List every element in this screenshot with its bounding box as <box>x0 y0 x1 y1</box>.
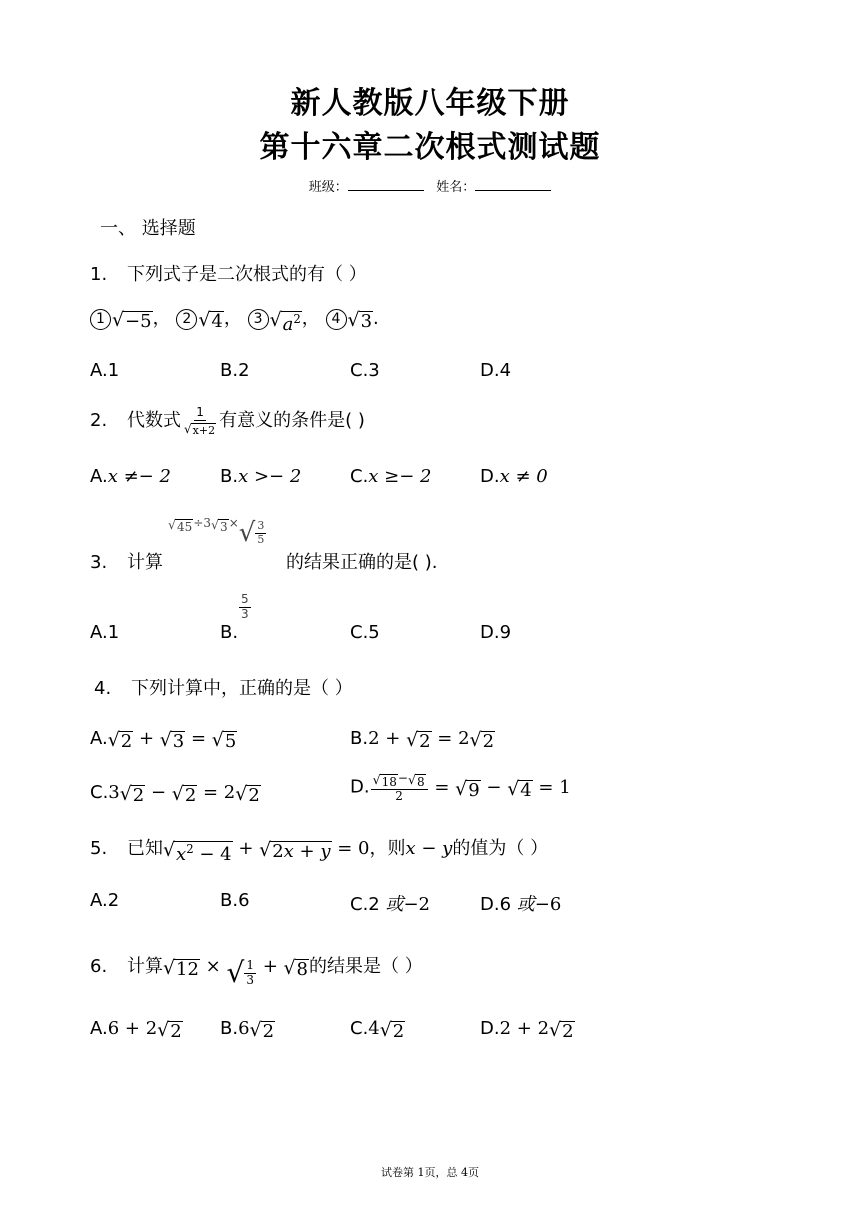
option-label: B. <box>220 622 239 643</box>
class-label: 班级： <box>308 180 348 195</box>
circle-number: 3 <box>248 309 269 330</box>
q6-option-b[interactable]: B.6 √ 2 <box>220 1018 275 1042</box>
q3-option-a[interactable]: A.1 <box>90 622 120 643</box>
option-label: B. <box>220 466 239 487</box>
circle-number: 4 <box>326 309 347 330</box>
question-text: 代数式 <box>127 410 181 432</box>
q3-option-d[interactable]: D.9 <box>480 622 512 643</box>
numerator: 5 <box>241 592 249 606</box>
q3-expression: √ 45 ÷3 √ 3 × √ $\frac{3}{5}$ <box>168 516 265 548</box>
q4-option-b[interactable]: B.2 + √ 2 = 2 √ 2 <box>350 728 495 752</box>
question-text-end: 的结果是（ ） <box>309 956 423 977</box>
name-label: 姓名： <box>436 180 476 195</box>
numerator: 1 <box>196 405 204 419</box>
question-text: 下列计算中，正确的是（ ） <box>131 678 353 699</box>
q5-option-c[interactable] <box>350 890 430 916</box>
name-blank[interactable] <box>475 178 551 191</box>
radicand: 3 <box>220 520 228 534</box>
option-expr: x ≥− 2 <box>368 466 432 487</box>
circle-number: 2 <box>176 309 197 330</box>
q5-option-a[interactable]: A.2 <box>90 890 120 911</box>
class-blank[interactable] <box>348 178 424 191</box>
radicand: 3 <box>360 311 373 332</box>
option-label: A. <box>90 728 108 749</box>
q1-items: 1 √ −5 ， 2 √ 4 ， 3 √ $a^2$ ， 4 √ 3 . <box>90 304 379 335</box>
question-text: 已知 <box>127 838 163 859</box>
option-value: −6 <box>534 894 562 915</box>
q6-option-c[interactable]: C.4 √ 2 <box>350 1018 405 1042</box>
q3-option-b-fraction <box>238 593 252 622</box>
option-label: A. <box>90 466 108 487</box>
option-label: C. <box>350 466 369 487</box>
title-line-2: 第十六章二次根式测试题 <box>259 130 601 165</box>
q1-option-a[interactable]: A.1 <box>90 360 120 381</box>
q2-option-a[interactable] <box>90 466 171 487</box>
fraction: 1 √ x+2 <box>184 405 216 437</box>
question-2 <box>90 406 365 436</box>
question-text-mid: ，则 <box>369 838 406 859</box>
question-number: 4. <box>94 678 112 699</box>
question-text: 计算 <box>127 956 163 977</box>
question-text: 计算 <box>127 552 163 573</box>
section-heading: 一、 选择题 <box>100 218 196 239</box>
question-number: 3. <box>90 552 108 573</box>
q6-option-a[interactable]: A.6 + 2 √ 2 <box>90 1018 182 1042</box>
separator: ， <box>152 308 171 329</box>
page-footer: 试卷第 1页，总 4页 <box>381 1166 479 1179</box>
question-number: 5. <box>90 838 108 859</box>
or-word: 或 <box>385 894 404 915</box>
q2-option-d[interactable] <box>480 466 548 487</box>
question-1 <box>90 260 367 286</box>
exponent: 2 <box>293 312 301 326</box>
separator: ， <box>301 308 320 329</box>
question-text-end: 有意义的条件是( ) <box>219 410 365 432</box>
separator: . <box>373 308 379 329</box>
question-number: 6. <box>90 956 108 977</box>
q2-option-b[interactable] <box>220 466 301 487</box>
question-3-end: 的结果正确的是( ). <box>286 552 438 573</box>
question-text: 下列式子是二次根式的有（ ） <box>127 264 367 285</box>
radicand: 4 <box>211 311 223 332</box>
title-line-1: 新人教版八年级下册 <box>290 86 570 121</box>
denominator: 3 <box>241 606 249 621</box>
option-label: D.6 <box>480 894 517 915</box>
option-label: B. <box>350 728 369 749</box>
q2-option-c[interactable] <box>350 466 432 487</box>
q1-option-b[interactable]: B.2 <box>220 360 250 381</box>
radicand: 45 <box>177 520 193 534</box>
or-word: 或 <box>516 894 535 915</box>
student-info <box>0 176 860 195</box>
q4-option-a[interactable]: A. √ 2 + √ 3 = √ 5 <box>90 728 237 752</box>
q5-option-d[interactable] <box>480 890 561 916</box>
question-6: 6. 计算 √ 12 × √ $\frac{1}{3}$ + √ 8 的结果是（ ） <box>90 956 423 989</box>
option-label: A. <box>90 1018 108 1039</box>
radicand: x+2 <box>192 423 216 437</box>
numerator: 3 <box>257 519 265 532</box>
separator: ， <box>223 308 242 329</box>
q5-option-b[interactable]: B.6 <box>220 890 250 911</box>
question-number: 1. <box>90 264 108 285</box>
option-label: C. <box>90 782 109 803</box>
operator: × <box>228 516 239 530</box>
q6-option-d[interactable]: D.2 + 2 √ 2 <box>480 1018 574 1042</box>
question-3 <box>90 548 163 574</box>
option-label: C.2 <box>350 894 386 915</box>
q3-option-b[interactable] <box>220 622 238 643</box>
q1-option-c[interactable]: C.3 <box>350 360 380 381</box>
option-label: D. <box>480 1018 500 1039</box>
q4-option-c[interactable]: C.3 √ 2 − √ 2 = 2 √ 2 <box>90 782 260 806</box>
q3-option-c[interactable]: C.5 <box>350 622 380 643</box>
circle-number: 1 <box>90 309 111 330</box>
option-expr: x >− 2 <box>238 466 302 487</box>
option-label: C. <box>350 1018 369 1039</box>
option-label: B. <box>220 1018 239 1039</box>
denominator: 5 <box>257 532 265 546</box>
question-4 <box>94 674 353 700</box>
option-expr: x ≠ 0 <box>499 466 548 487</box>
q1-option-d[interactable]: D.4 <box>480 360 512 381</box>
radicand: a <box>282 314 294 335</box>
option-value: −2 <box>403 894 431 915</box>
radicand: −5 <box>125 311 152 332</box>
question-text-end: 的值为（ ） <box>452 838 549 859</box>
operator: ÷3 <box>193 516 212 530</box>
question-5: 5. 已知 √ $x^2 - 4$ + √ 2x + y = 0，则x − y的值为（ ） <box>90 838 549 865</box>
option-expr: x ≠− 2 <box>107 466 171 487</box>
question-number: 2. <box>90 410 108 432</box>
q4-option-d[interactable]: D. √ 18 − √ 8 2 = √ 9 − √ 4 = 1 <box>350 771 571 803</box>
option-label: D. <box>480 466 500 487</box>
option-label: D. <box>350 776 370 798</box>
